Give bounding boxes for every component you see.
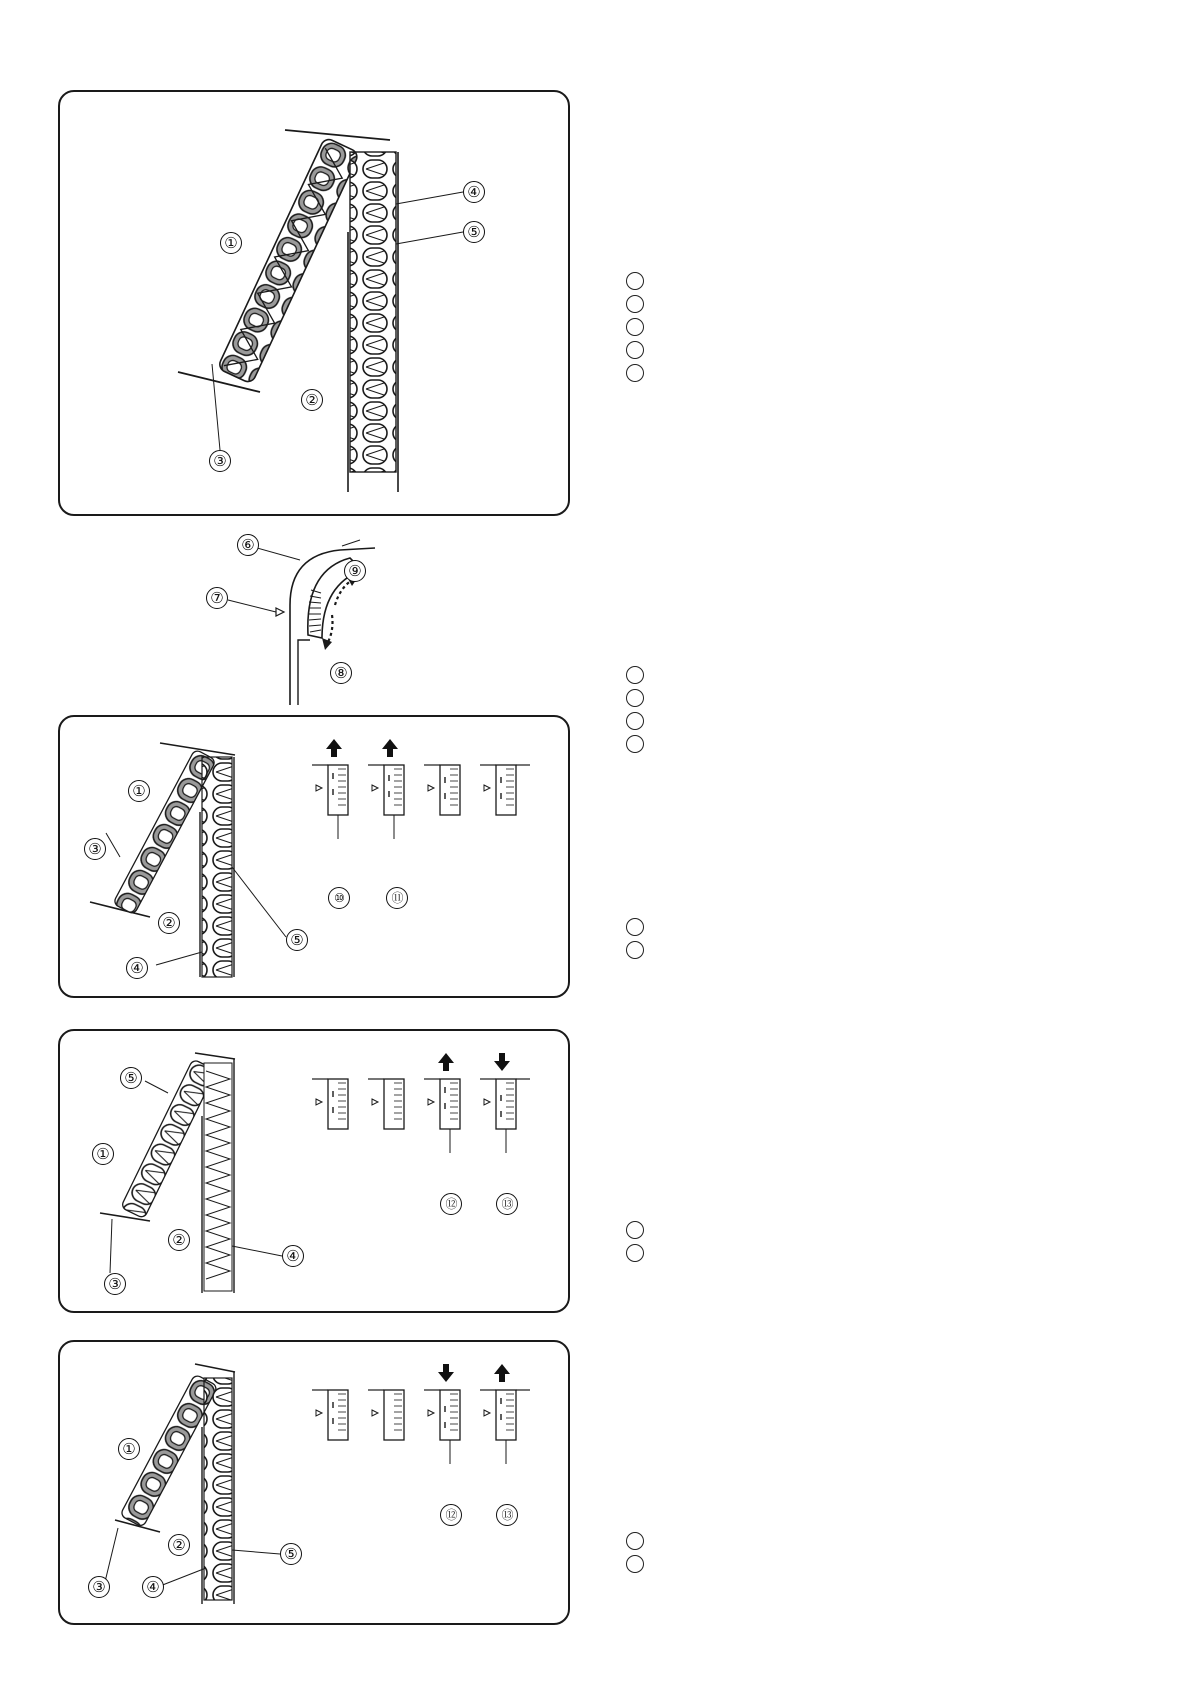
callout-2: ②: [168, 1229, 190, 1251]
callout-2: ②: [168, 1534, 190, 1556]
arrow-down-icon: [494, 1053, 510, 1071]
arrow-up-icon: [326, 739, 342, 757]
marker-group-1: [626, 272, 644, 387]
index-triangle-icon: [316, 1410, 322, 1416]
list-marker: [626, 712, 644, 730]
callout-3: ③: [84, 838, 106, 860]
arrow-down-icon: [438, 1364, 454, 1382]
callout-10: ⑩: [328, 887, 350, 909]
marker-group-3: [626, 918, 644, 964]
dial-2: [368, 1051, 424, 1161]
marker-group-4: [626, 1221, 644, 1267]
callout-5: ⑤: [280, 1543, 302, 1565]
callout-4: ④: [282, 1245, 304, 1267]
tension-dial-illustration: [180, 530, 400, 705]
index-triangle-icon: [372, 785, 378, 791]
list-marker: [626, 364, 644, 382]
callout-1: ①: [128, 780, 150, 802]
callout-5: ⑤: [286, 929, 308, 951]
list-marker: [626, 1555, 644, 1573]
callout-6: ⑥: [237, 534, 259, 556]
callout-3: ③: [209, 450, 231, 472]
callout-4: ④: [142, 1576, 164, 1598]
callout-13: ⑬: [496, 1504, 518, 1526]
arrow-up-icon: [438, 1053, 454, 1071]
list-marker: [626, 1532, 644, 1550]
marker-group-2: [626, 666, 644, 758]
index-triangle-icon: [428, 1099, 434, 1105]
arrow-down-icon: [322, 638, 332, 650]
list-marker: [626, 666, 644, 684]
index-triangle-icon: [316, 785, 322, 791]
callout-2: ②: [158, 912, 180, 934]
marker-group-5: [626, 1532, 644, 1578]
callout-2: ②: [301, 389, 323, 411]
dial-3: [424, 1051, 480, 1161]
dial-4: [480, 1051, 540, 1161]
callout-3: ③: [104, 1273, 126, 1295]
callout-4: ④: [126, 957, 148, 979]
dial-1: [312, 1051, 368, 1161]
list-marker: [626, 918, 644, 936]
list-marker: [626, 295, 644, 313]
callout-1: ①: [220, 232, 242, 254]
list-marker: [626, 318, 644, 336]
stitch-illustration: [60, 92, 572, 518]
callout-1: ①: [118, 1438, 140, 1460]
callout-5: ⑤: [120, 1067, 142, 1089]
index-triangle-icon: [428, 1410, 434, 1416]
figure-panel-1: [58, 90, 570, 516]
list-marker: [626, 941, 644, 959]
dial-1: [312, 737, 368, 847]
figure-panel-2: [58, 715, 570, 998]
index-triangle-icon: [484, 1099, 490, 1105]
list-marker: [626, 341, 644, 359]
callout-4: ④: [463, 181, 485, 203]
callout-13: ⑬: [496, 1193, 518, 1215]
list-marker: [626, 735, 644, 753]
arrow-up-icon: [494, 1364, 510, 1382]
callout-8: ⑧: [330, 662, 352, 684]
index-triangle-icon: [276, 608, 284, 616]
arrow-up-icon: [382, 739, 398, 757]
index-triangle-icon: [372, 1099, 378, 1105]
list-marker: [626, 689, 644, 707]
index-triangle-icon: [428, 785, 434, 791]
callout-5: ⑤: [463, 221, 485, 243]
dial-3: [424, 1362, 480, 1472]
figure-panel-4: [58, 1340, 570, 1625]
callout-12: ⑫: [440, 1504, 462, 1526]
list-marker: [626, 1221, 644, 1239]
index-triangle-icon: [484, 1410, 490, 1416]
dial-3: [424, 737, 480, 847]
dial-2: [368, 1362, 424, 1472]
dial-4: [480, 1362, 540, 1472]
index-triangle-icon: [372, 1410, 378, 1416]
figure-panel-3: [58, 1029, 570, 1313]
callout-3: ③: [88, 1576, 110, 1598]
index-triangle-icon: [316, 1099, 322, 1105]
index-triangle-icon: [484, 785, 490, 791]
callout-1: ①: [92, 1143, 114, 1165]
callout-12: ⑫: [440, 1193, 462, 1215]
callout-9: ⑨: [344, 560, 366, 582]
list-marker: [626, 1244, 644, 1262]
callout-11: ⑪: [386, 887, 408, 909]
tension-dial-figure: [180, 530, 400, 705]
dial-4: [480, 737, 540, 847]
dial-2: [368, 737, 424, 847]
list-marker: [626, 272, 644, 290]
callout-7: ⑦: [206, 587, 228, 609]
dial-1: [312, 1362, 368, 1472]
